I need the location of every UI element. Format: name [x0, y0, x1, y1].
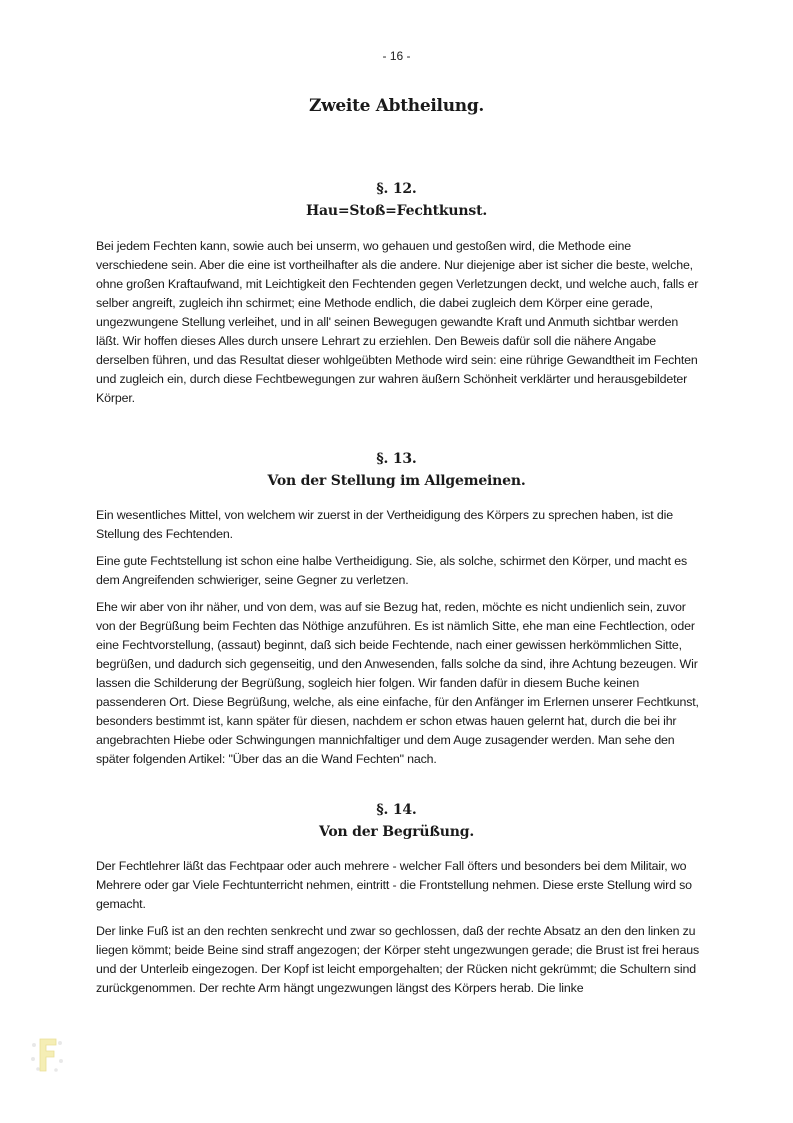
- section-14-body: [96, 857, 700, 1006]
- paragraph: Ein wesentliches Mittel, von welchem wir zuerst in der Vertheidigung des Körpers zu sprechen haben, ist die Stellung des Fechtenden.: [96, 508, 673, 541]
- section-12-heading: [0, 178, 793, 222]
- paragraph: Der Fechtlehrer läßt das Fechtpaar oder auch mehrere - welcher Fall öfters und besonders bei dem Militair, wo Mehrere oder gar Viele Fechtunterricht nehmen, eintritt - die Frontstellung nehmen. Diese erste Stellung wird so gemacht.: [96, 859, 692, 911]
- section-title: Hau=Stoß=Fechtkunst.: [305, 203, 488, 219]
- section-number: §. 13.: [376, 451, 417, 467]
- section-13-heading: [0, 448, 793, 492]
- section-number: §. 14.: [376, 802, 417, 818]
- paragraph: Ehe wir aber von ihr näher, und von dem, was auf sie Bezug hat, reden, möchte es nicht undienlich sein, zuvor von der Begrüßung beim Fechten das Nöthige anzuführen. Es ist nämlich Sitte, ehe man eine Fechtlection, oder eine Fechtvorstellung, (assaut) beginnt, daß sich beide Fechtende, nach einer gewissen herkömmlichen Sitte, begrüßen, und dadurch sich gegenseitig, und den Anwesenden, falls solche da sind, ihre Achtung bezeugen. Wir lassen die Schilderung der Begrüßung, sogleich hier folgen. Wir fanden dafür in diesem Buche keinen passenderen Ort. Diese Begrüßung, welche, als eine einfache, für den Anfänger im Erlernen unserer Fechtkunst, besonders bestimmt ist, kann später für diesen, nachdem er schon etwas hauen gelernt hat, durch die bei ihr angebrachten Hiebe oder Schwingungen mannichfaltiger und dem Auge zusagender werden. Man sehe den später folgenden Artikel: "Über das an die Wand Fechten" nach.: [96, 600, 699, 766]
- section-12-body: [96, 237, 700, 416]
- paragraph: Der linke Fuß ist an den rechten senkrecht und zwar so gechlossen, daß der rechte Absatz an den den linken zu liegen kömmt; beide Beine sind straff angezogen; der Körper steht ungezwungen gerade; die Brust ist frei heraus und der Unterleib eingezogen. Der Kopf ist leicht emporgehalten; der Rücken nicht gekrümmt; die Schultern sind zurückgenommen. Der rechte Arm hängt ungezwungen längst des Körpers herab. Die linke: [96, 924, 700, 995]
- paragraph: Eine gute Fechtstellung ist schon eine halbe Vertheidigung. Sie, als solche, schirmet den Körper, und macht es dem Angreifenden schwieriger, seine Gegner zu verletzen.: [96, 554, 688, 587]
- page-number: - 16 -: [382, 49, 411, 63]
- watermark-logo-icon: [30, 1035, 64, 1075]
- part-heading: Zweite Abtheilung.: [308, 96, 485, 116]
- section-number: §. 12.: [376, 181, 417, 197]
- section-title: Von der Begrüßung.: [318, 824, 475, 840]
- paragraph: Bei jedem Fechten kann, sowie auch bei unserm, wo gehauen und gestoßen wird, die Methode eine verschiedene sein. Aber die eine ist vortheilhafter als die andere. Nur diejenige aber ist sicher die beste, welche, ohne großen Kraftaufwand, mit Leichtigkeit den Fechtenden gegen Verletzungen deckt, und welche auch, falls er selber angreift, zugleich ihn schirmet; eine Methode endlich, die dabei zugleich dem Körper eine gerade, ungezwungene Stellung verleihet, und in all' seinen Bewegugen gewandte Kraft und Anmuth sichtbar werden läßt. Wir hoffen dieses Alles durch unsere Lehrart zu erziehlen. Den Beweis dafür soll die nähere Angabe derselben führen, und das Resultat dieser wohlgeübten Methode wird sein: eine rührige Gewandtheit im Fechten und zugleich ein, durch diese Fechtbewegungen zur wahren äußern Schönheit verklärter und herausgebildeter Körper.: [96, 239, 699, 405]
- section-13-body: [96, 506, 700, 777]
- section-title: Von der Stellung im Allgemeinen.: [267, 473, 526, 489]
- section-14-heading: [0, 799, 793, 843]
